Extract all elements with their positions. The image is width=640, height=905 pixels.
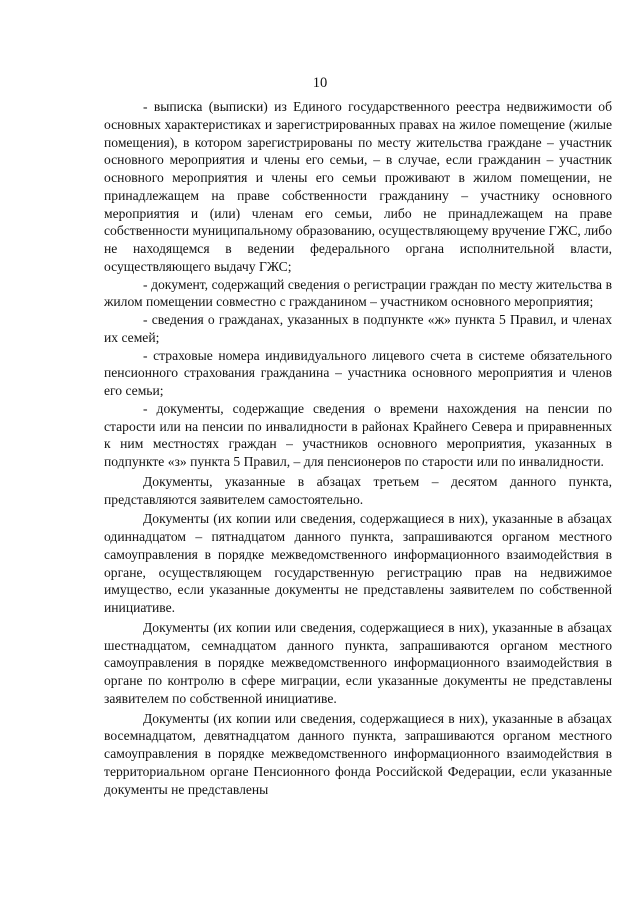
paragraph-citizens-info: - сведения о гражданах, указанных в подпункте «ж» пункта 5 Правил, и членах их семей; bbox=[104, 312, 612, 345]
paragraph-self-submitted: Документы, указанные в абзацах третьем – десятом данного пункта, представляются заявителем самостоятельно. bbox=[104, 473, 612, 507]
paragraph-insurance-numbers: - страховые номера индивидуального лицевого счета в системе обязательного пенсионного страхования гражданина – участника основного мероприятия и членов его семьи; bbox=[104, 347, 612, 398]
paragraph-registration-document: - документ, содержащий сведения о регистрации граждан по месту жительства в жилом помещении совместно с гражданином – участником основного мероприятия; bbox=[104, 276, 612, 310]
paragraph-egrn-extract: - выписка (выписки) из Единого государственного реестра недвижимости об основных характеристиках и зарегистрированных правах на жилое помещение (жилые помещения), в котором зарегистрированы по месту жительства граждане – участник основного мероприятия и члены его семьи, – в случае, если гражданин – участник основного мероприятия и члены его семьи проживают в жилом помещении, не принадлежащем на праве собственности гражданину – участнику основного мероприятия и (или) членам его семьи, либо не принадлежащем на праве собственности муниципальному образованию, осуществляющему вручение ГЖС, либо не находящемся в ведении федерального органа исполнительной власти, осуществляющего выдачу ГЖС; bbox=[104, 99, 612, 274]
paragraph-pension-documents: - документы, содержащие сведения о времени нахождения на пенсии по старости или на пенсии по инвалидности в районах Крайнего Севера и приравненных к ним местностях граждан – участников основного мероприятия, указанных в подпункте «з» пункта 5 Правил, – для пенсионеров по старости или по инвалидности. bbox=[104, 400, 612, 469]
document-body bbox=[104, 98, 612, 798]
paragraph-pension-fund-request: Документы (их копии или сведения, содержащиеся в них), указанные в абзацах восемнадцатом, девятнадцатом данного пункта, запрашиваются органом местного самоуправления в порядке межведомственного информационного взаимодействия в территориальном органе Пенсионного фонда Российской Федерации, если указанные документы не представлены bbox=[104, 710, 612, 797]
paragraph-migration-request: Документы (их копии или сведения, содержащиеся в них), указанные в абзацах шестнадцатом, семнадцатом данного пункта, запрашиваются органом местного самоуправления в порядке межведомственного информационного взаимодействия в органе по контролю в сфере миграции, если указанные документы не представлены заявителем по собственной инициативе. bbox=[104, 619, 612, 706]
paragraph-property-registration-request: Документы (их копии или сведения, содержащиеся в них), указанные в абзацах одиннадцатом – пятнадцатом данного пункта, запрашиваются органом местного самоуправления в порядке межведомственного информационного взаимодействия в органе, осуществляющем государственную регистрацию прав на недвижимое имущество, если указанные документы не представлены заявителем по собственной инициативе. bbox=[104, 511, 612, 615]
page-number: 10 bbox=[312, 75, 328, 91]
